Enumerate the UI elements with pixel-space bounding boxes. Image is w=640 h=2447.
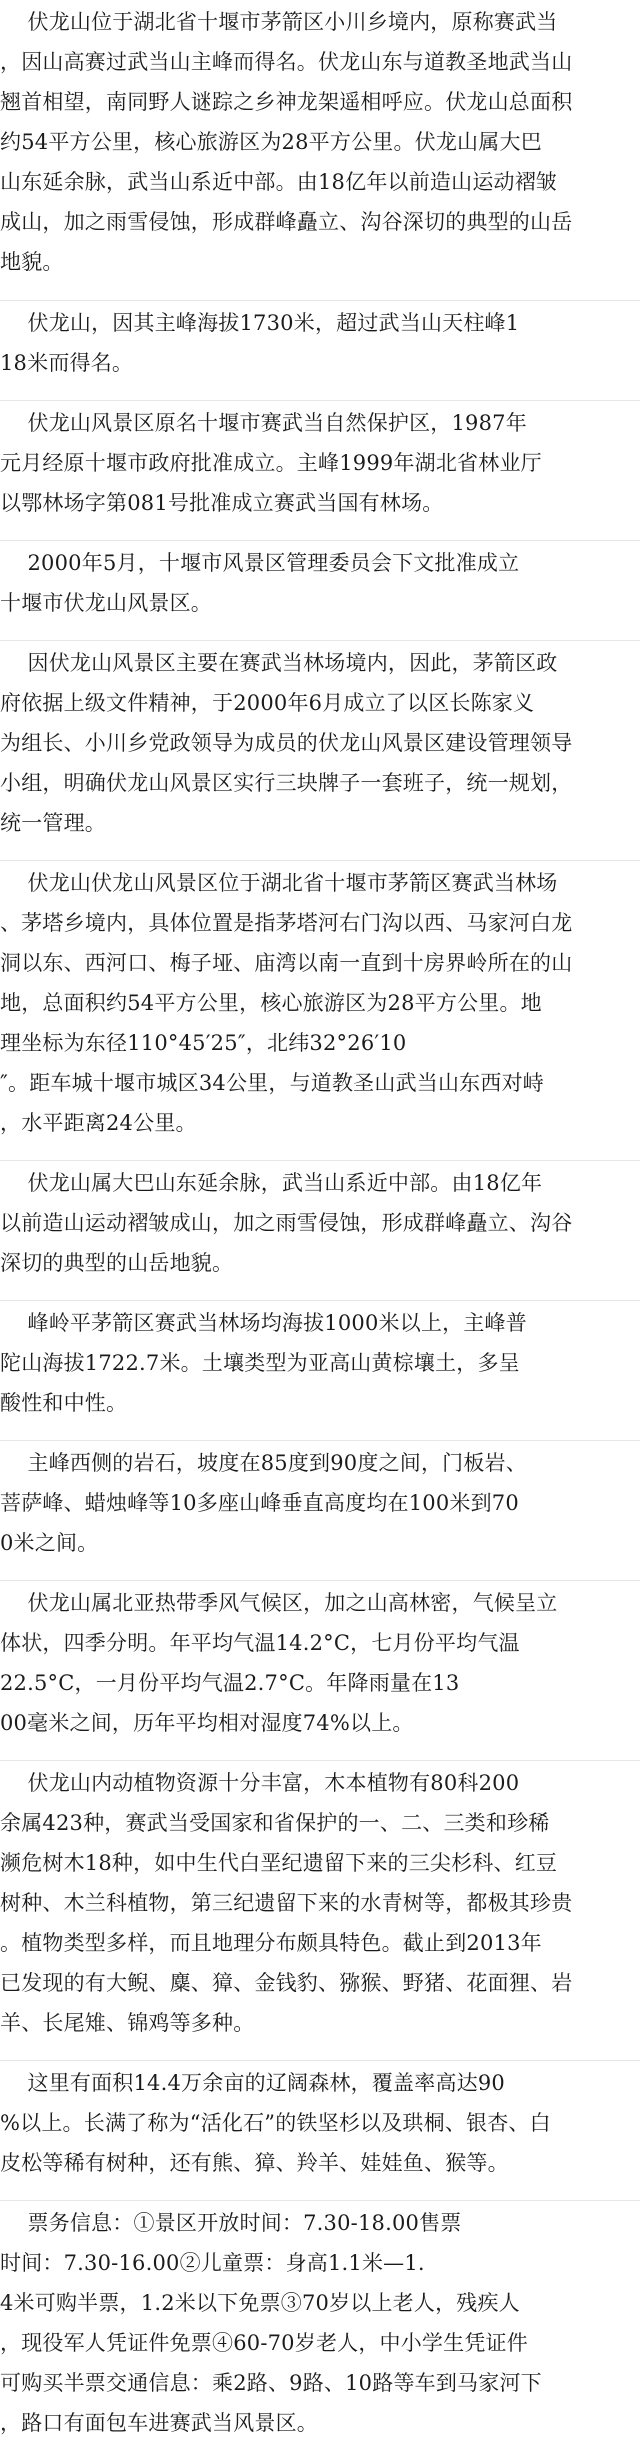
paragraph-line: 菩萨峰、蜡烛峰等10多座山峰垂直高度均在100米到70 [0,1491,519,1515]
paragraph-line: 伏龙山属大巴山东延余脉，武当山系近中部。由18亿年 [0,1171,543,1195]
paragraph-line: 以前造山运动褶皱成山，加之雨雪侵蚀，形成群峰矗立、沟谷 [0,1211,573,1235]
paragraph-line: 伏龙山，因其主峰海拔1730米，超过武当山天柱峰1 [0,311,520,335]
paragraph-line: ，现役军人凭证件免票④60-70岁老人，中小学生凭证件 [0,2331,528,2355]
paragraph-line: 已发现的有大鲵、麋、獐、金钱豹、猕猴、野猪、花面狸、岩 [0,1971,573,1995]
paragraph [0,400,640,527]
paragraph-line: 统一管理。 [0,811,106,835]
paragraph-line: 伏龙山风景区原名十堰市赛武当自然保护区，1987年 [0,411,527,435]
paragraph-line: 树种、木兰科植物，第三纪遗留下来的水青树等，都极其珍贵 [0,1891,573,1915]
paragraph-line: 主峰西侧的岩石，坡度在85度到90度之间，门板岩、 [0,1451,527,1475]
paragraph-line: 这里有面积14.4万余亩的辽阔森林，覆盖率高达90 [0,2071,505,2095]
paragraph-line: 山东延余脉，武当山系近中部。由18亿年以前造山运动褶皱 [0,170,558,194]
paragraph-line: 00毫米之间，历年平均相对湿度74%以上。 [0,1711,414,1735]
paragraph-line: 翘首相望，南同野人谜踪之乡神龙架遥相呼应。伏龙山总面积 [0,90,573,114]
paragraph-line: 地，总面积约54平方公里，核心旅游区为28平方公里。地 [0,991,542,1015]
paragraph-line: ，水平距离24公里。 [0,1111,197,1135]
paragraph-line: 峰岭平茅箭区赛武当林场均海拔1000米以上，主峰普 [0,1311,527,1335]
paragraph-line: 十堰市伏龙山风景区。 [0,591,212,615]
paragraph-line: 濒危树木18种，如中生代白垩纪遗留下来的三尖杉科、红豆 [0,1851,558,1875]
paragraph-line: 理坐标为东径110°45′25″，北纬32°26′10 [0,1031,407,1055]
paragraph-line: 伏龙山伏龙山风景区位于湖北省十堰市茅箭区赛武当林场 [0,871,558,895]
paragraph-line: 余属423种，赛武当受国家和省保护的一、二、三类和珍稀 [0,1811,550,1835]
paragraph-line: ，路口有面包车进赛武当风景区。 [0,2411,318,2435]
paragraph-line: 票务信息：①景区开放时间：7.30-18.00售票 [0,2211,462,2235]
paragraph [0,1440,640,1567]
paragraph [0,2060,640,2187]
paragraph-line: 伏龙山属北亚热带季风气候区，加之山高林密，气候呈立 [0,1591,558,1615]
paragraph-line: 府依据上级文件精神，于2000年6月成立了以区长陈家义 [0,691,535,715]
paragraph-line: 22.5°C，一月份平均气温2.7°C。年降雨量在13 [0,1671,460,1695]
paragraph-line: 约54平方公里，核心旅游区为28平方公里。伏龙山属大巴 [0,130,542,154]
paragraph-line: 成山，加之雨雪侵蚀，形成群峰矗立、沟谷深切的典型的山岳 [0,210,573,234]
paragraph-line: 0米之间。 [0,1531,99,1555]
paragraph-line: 、茅塔乡境内，具体位置是指茅塔河右门沟以西、马家河白龙 [0,911,573,935]
paragraph [0,0,640,286]
paragraph-line: 酸性和中性。 [0,1391,128,1415]
paragraph [0,2200,640,2447]
paragraph-line: 小组，明确伏龙山风景区实行三块牌子一套班子，统一规划， [0,771,573,795]
paragraph-line: 18米而得名。 [0,351,134,375]
paragraph [0,640,640,847]
paragraph-line: 体状，四季分明。年平均气温14.2°C，七月份平均气温 [0,1631,520,1655]
paragraph [0,300,640,387]
paragraph [0,1300,640,1427]
paragraph-line: 。植物类型多样，而且地理分布颇具特色。截止到2013年 [0,1931,542,1955]
paragraph-line: 洞以东、西河口、梅子垭、庙湾以南一直到十房界岭所在的山 [0,951,573,975]
paragraph [0,1580,640,1747]
paragraph-line: 以鄂林场字第081号批准成立赛武当国有林场。 [0,491,444,515]
paragraph-line: 可购买半票交通信息：乘2路、9路、10路等车到马家河下 [0,2371,542,2395]
paragraph-line: 4米可购半票，1.2米以下免票③70岁以上老人，残疾人 [0,2291,520,2315]
paragraph [0,1760,640,2047]
paragraph [0,860,640,1147]
paragraph-line: 元月经原十堰市政府批准成立。主峰1999年湖北省林业厅 [0,451,542,475]
paragraph-line: 地貌。 [0,250,64,274]
paragraph-line: %以上。长满了称为“活化石”的铁坚杉以及珙桐、银杏、白 [0,2111,551,2135]
paragraph-line: 时间：7.30-16.00②儿童票：身高1.1米—1. [0,2251,425,2275]
paragraph-line: ，因山高赛过武当山主峰而得名。伏龙山东与道教圣地武当山 [0,50,573,74]
paragraph-line: 陀山海拔1722.7米。土壤类型为亚高山黄棕壤土，多呈 [0,1351,520,1375]
paragraph-line: 皮松等稀有树种，还有熊、獐、羚羊、娃娃鱼、猴等。 [0,2151,509,2175]
paragraph-line: 伏龙山内动植物资源十分丰富，木本植物有80科200 [0,1771,520,1795]
paragraph-line: ″。距车城十堰市城区34公里，与道教圣山武当山东西对峙 [0,1071,544,1095]
paragraph-line: 伏龙山位于湖北省十堰市茅箭区小川乡境内，原称赛武当 [0,10,558,34]
paragraph-line: 深切的典型的山岳地貌。 [0,1251,234,1275]
paragraph [0,1160,640,1287]
paragraph-line: 为组长、小川乡党政领导为成员的伏龙山风景区建设管理领导 [0,731,573,755]
paragraph-line: 2000年5月，十堰市风景区管理委员会下文批准成立 [0,551,520,575]
paragraph-line: 因伏龙山风景区主要在赛武当林场境内，因此，茅箭区政 [0,651,558,675]
paragraph-line: 羊、长尾雉、锦鸡等多种。 [0,2011,255,2035]
paragraph [0,540,640,627]
